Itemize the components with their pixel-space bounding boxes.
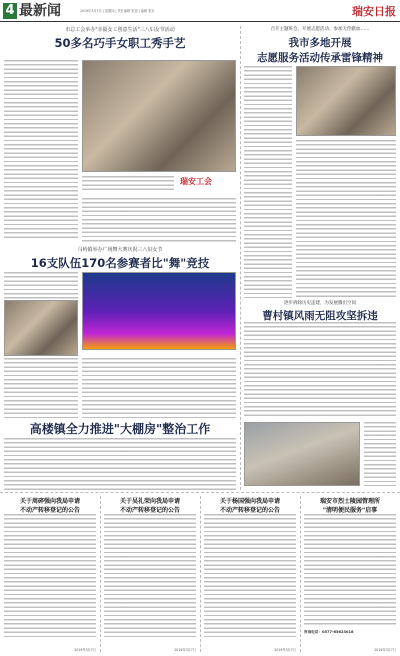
article-photo xyxy=(4,300,78,356)
article-body xyxy=(4,358,78,418)
masthead xyxy=(0,0,400,22)
article-body xyxy=(296,140,396,298)
notice-date: 2019年3月7日 xyxy=(274,648,296,652)
photo-caption xyxy=(82,176,174,192)
story-kicker: 市总工会举办"幸福女工创意生活"三八妇女节活动 xyxy=(65,27,175,33)
story-headline: 高楼镇全力推进"大棚房"整治工作 xyxy=(29,422,211,436)
article-body xyxy=(82,198,236,242)
article-body xyxy=(4,60,78,240)
notice-title: 不动产转移登记的公告 xyxy=(19,507,80,514)
story-headline: 我市多地开展 xyxy=(288,37,352,49)
notice-1 xyxy=(4,496,96,652)
story-headline: 曹村镇风雨无阻攻坚拆违 xyxy=(262,310,378,322)
notice-title: 关于周碎强向我局申请 xyxy=(19,498,80,505)
section-title: 最新闻 xyxy=(19,3,61,19)
story-headline: 志愿服务活动传承雷锋精神 xyxy=(257,52,383,64)
notice-4 xyxy=(304,496,396,652)
article-body xyxy=(4,438,236,490)
notice-body xyxy=(304,514,396,626)
notice-body xyxy=(104,514,196,640)
notice-3 xyxy=(204,496,296,652)
page-number-badge: 4 xyxy=(3,3,17,19)
row-divider xyxy=(0,492,400,493)
article-body xyxy=(82,358,236,418)
notice-date: 2019年3月7日 xyxy=(174,648,196,652)
notice-title: 关于杨国强向我局申请 xyxy=(219,498,280,505)
article-photo xyxy=(82,60,236,172)
notice-title: "清明便民服务"启事 xyxy=(322,507,378,514)
notice-date: 2019年3月7日 xyxy=(74,648,96,652)
photo-caption xyxy=(364,422,396,486)
notice-title: 关于吴礼荣向我局申请 xyxy=(119,498,180,505)
story-kicker: 马屿镇举办广场舞大赛庆祝三八妇女节 xyxy=(77,247,163,253)
notice-body xyxy=(204,514,296,640)
story-women-workers xyxy=(4,26,236,244)
story-greenhouse xyxy=(4,420,236,490)
notice-body xyxy=(4,514,96,640)
column-divider xyxy=(200,496,201,652)
notice-2 xyxy=(104,496,196,652)
article-photo xyxy=(296,66,396,136)
date-line: 2019年3月7日 | 星期四 | 责任编辑 张旭 | 编辑 张乐 xyxy=(80,9,155,13)
notice-phone: 咨询电话：0577-65623018 xyxy=(304,630,354,634)
union-stamp: 瑞安工会 xyxy=(180,176,212,186)
column-divider xyxy=(300,496,301,652)
story-headline: 16支队伍170名参赛者比"舞"竞技 xyxy=(30,256,210,270)
article-body xyxy=(244,322,396,418)
notice-date: 2019年3月7日 xyxy=(374,648,396,652)
article-body xyxy=(244,66,292,298)
article-photo xyxy=(244,422,360,486)
article-photo xyxy=(82,272,236,350)
column-divider xyxy=(240,26,241,490)
notice-title: 不动产转移登记的公告 xyxy=(219,507,280,514)
story-kicker: 召开主题班会、开展志愿活动、参加无偿献血…… xyxy=(270,27,370,32)
column-divider xyxy=(100,496,101,652)
paper-logo: 瑞安日报 xyxy=(352,5,396,18)
story-kicker: 逐步拆除历史违建，为发展腾出空间 xyxy=(284,301,356,306)
notice-title: 不动产转移登记的公告 xyxy=(119,507,180,514)
story-volunteer xyxy=(244,26,396,298)
story-demolition xyxy=(244,300,396,490)
notice-title: 瑞安市烈士陵园管理所 xyxy=(319,498,380,505)
story-headline: 50多名巧手女职工秀手艺 xyxy=(54,36,186,50)
